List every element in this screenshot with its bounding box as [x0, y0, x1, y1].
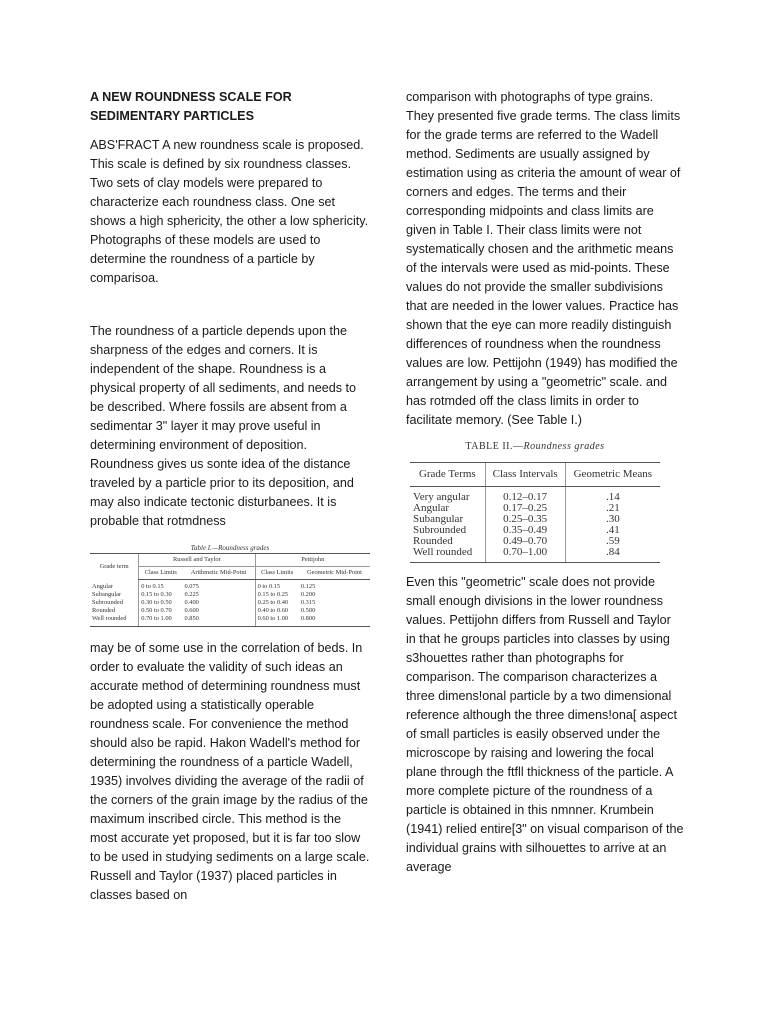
table-2-cell: Subrounded: [413, 524, 467, 536]
table-1-cell: 0.800: [299, 615, 370, 627]
table-2-cell: 0.70–1.00: [485, 547, 565, 563]
table-2-header-geom: Geometric Means: [565, 463, 660, 487]
right-column: [406, 88, 684, 877]
table-2-header-grade: Grade Terms: [410, 463, 485, 487]
table-1-cell: 0.225: [184, 591, 199, 598]
table-1-row: [90, 607, 370, 615]
table-1-cell: 0.60 to 1.00: [255, 615, 299, 627]
table-1-row: [90, 591, 370, 599]
table-1-cell: 0.50 to 0.70: [139, 607, 183, 615]
table-1-cell: 0.15 to 0.25: [255, 591, 299, 599]
table-1-cell: Well rounded: [90, 615, 139, 627]
table-2-cell: .21: [565, 503, 660, 514]
body-paragraph-3: comparison with photographs of type grains. They presented five grade terms. The class limits for the grade terms are referred to the Wadell method. Sediments are usually assigned by estimation using as criteria the amount of wear of corners and edges. The terms and their corresponding midpoints and class limits are given in Table I. Their class limits were not systematically chosen and the arithmetic means of the intervals were used as mid-points. These values do not provide the smaller subdivisions that are needed in the lower values. Practice has shown that the eye can more readily distinguish differences of roundness when the roundness values are low. Pettijohn (1949) has modified the arrangement by using a "geometric" scale. and has rotmded off the class limits in order to facilitate memory. (See Table I.): [406, 90, 681, 427]
table-1-header-pettijohn: Pettijohn: [255, 554, 370, 567]
table-1-row: [90, 599, 370, 607]
table-1-cell: 0 to 0.15: [255, 580, 299, 592]
body-paragraph-4: Even this "geometric" scale does not provide small enough divisions in the lower roundness values. Pettijohn differs from Russell and Taylor in that he groups particles into classes by using s3houettes rather than photographs for comparison. The comparison characterizes a three dimens!onal particle by a two dimensional reference although the three dimens!ona[ aspect of small particles is easily observed under the microscope by raising and lowering the focal plane through the ftfll thickness of the particle. A more complete picture of the roundness of a particle is obtained in this nmnner. Krumbein (1941) relied entire[3" on visual comparison of the individual grains with silhouettes to arrive at an average: [406, 575, 684, 874]
table-1-header-p-limits: Class Limits: [255, 567, 299, 580]
table-1-cell: 0.15 to 0.30: [139, 591, 183, 599]
table-2-cell: 0.25–0.35: [485, 514, 565, 525]
table-1-row: [90, 615, 370, 627]
table-2-cell: .14: [565, 487, 660, 504]
table-2-row: [410, 547, 660, 563]
table-2-cell: Very angular: [413, 491, 470, 503]
table-2-cell: 0.17–0.25: [485, 503, 565, 514]
table-1-header-arith: Arithmetic Mid-Point: [183, 567, 256, 580]
table-1-cell: Subrounded: [92, 599, 123, 606]
table-1-cell: 0.25 to 0.40: [255, 599, 299, 607]
table-2-cell: Angular: [413, 502, 450, 514]
table-2-cell: .41: [565, 525, 660, 536]
body-paragraph-1: The roundness of a particle depends upon the sharpness of the edges and corners. It is independent of the shape. Roundness is a physical property of all sediments, and needs to be described. Where fossils are absent from a sedimentar 3" layer it may prove useful in determining environment of deposition. Roundness gives us sonte idea of the distance traveled by a particle prior to its deposition, and may also indicate tectonic disturbanees. It is probable that rotmdness: [90, 324, 357, 528]
table-1-cell: 0.850: [183, 615, 256, 627]
table-1-cell: 0.200: [300, 591, 316, 598]
table-1-cell: 0.500: [300, 607, 316, 614]
table-1-cell: 0.075: [184, 583, 199, 590]
table-1-cell: 0.315: [300, 599, 316, 606]
table-1-cell: Angular: [92, 582, 113, 590]
table-1-cell: 0.70 to 1.00: [139, 615, 183, 627]
table-2-caption-prefix: TABLE II.—: [465, 441, 524, 452]
table-1-cell: 0.400: [184, 599, 199, 606]
table-1: [90, 543, 370, 627]
table-1-row: [90, 580, 370, 592]
table-2-cell: Rounded: [413, 535, 453, 547]
table-1-header-geom: Geometric Mid-Point: [299, 567, 370, 580]
table-2-cell: 0.49–0.70: [485, 536, 565, 547]
table-1-caption: Table I.—Roundness grades: [190, 544, 270, 552]
table-2-caption-title: Roundness grades: [523, 441, 605, 452]
table-2-caption: [410, 440, 660, 454]
table-2-header-class: Class Intervals: [485, 463, 565, 487]
table-1-cell: Subangular: [92, 591, 122, 598]
table-2-cell: .59: [565, 536, 660, 547]
table-1-cell: 0 to 0.15: [139, 580, 183, 592]
table-2-row: [410, 487, 660, 504]
table-2: [410, 440, 660, 563]
article-title: A NEW ROUNDNESS SCALE FOR SEDIMENTARY PARTICLES: [90, 90, 292, 123]
table-2-cell: 0.12–0.17: [485, 487, 565, 504]
table-1-header-russell-taylor: Russell and Taylor: [139, 554, 255, 567]
table-2-cell: Subangular: [413, 513, 464, 525]
table-1-cell: 0.30 to 0.50: [139, 599, 183, 607]
left-column: [90, 88, 370, 905]
table-1-cell: Rounded: [92, 607, 116, 614]
table-1-cell: 0.600: [184, 607, 199, 614]
table-2-cell: Well rounded: [410, 547, 485, 563]
table-1-cell: 0.40 to 0.60: [255, 607, 299, 615]
body-paragraph-2: may be of some use in the correlation of beds. In order to evaluate the validity of such ideas an accurate method of determining roundness must be adopted using a statistically operable roundness scale. For convenience the method should also be rapid. Hakon Wadell's method for determining the roundness of a particle Wadell, 1935) involves dividing the average of the radii of the corners of the grain image by the radius of the maximum inscribed circle. This method is the most accurate yet proposed, but it is far too slow to be used in studying sediments on a large scale. Russell and Taylor (1937) placed particles in classes based on: [90, 641, 370, 902]
table-2-cell: 0.35–0.49: [485, 525, 565, 536]
table-1-cell: 0.125: [300, 583, 316, 590]
table-2-cell: .30: [565, 514, 660, 525]
table-1-header-grade: Grade term: [90, 554, 139, 580]
table-2-cell: .84: [565, 547, 660, 563]
abstract-paragraph: ABS'FRACT A new roundness scale is proposed. This scale is defined by six roundness classes. Two sets of clay models were prepared to characterize each roundness class. One set shows a high sphericity, the other a low sphericity. Photographs of these models are used to determine the roundness of a particle by comparisoa.: [90, 138, 369, 285]
table-1-header-rt-limits: Class Limits: [139, 567, 183, 580]
